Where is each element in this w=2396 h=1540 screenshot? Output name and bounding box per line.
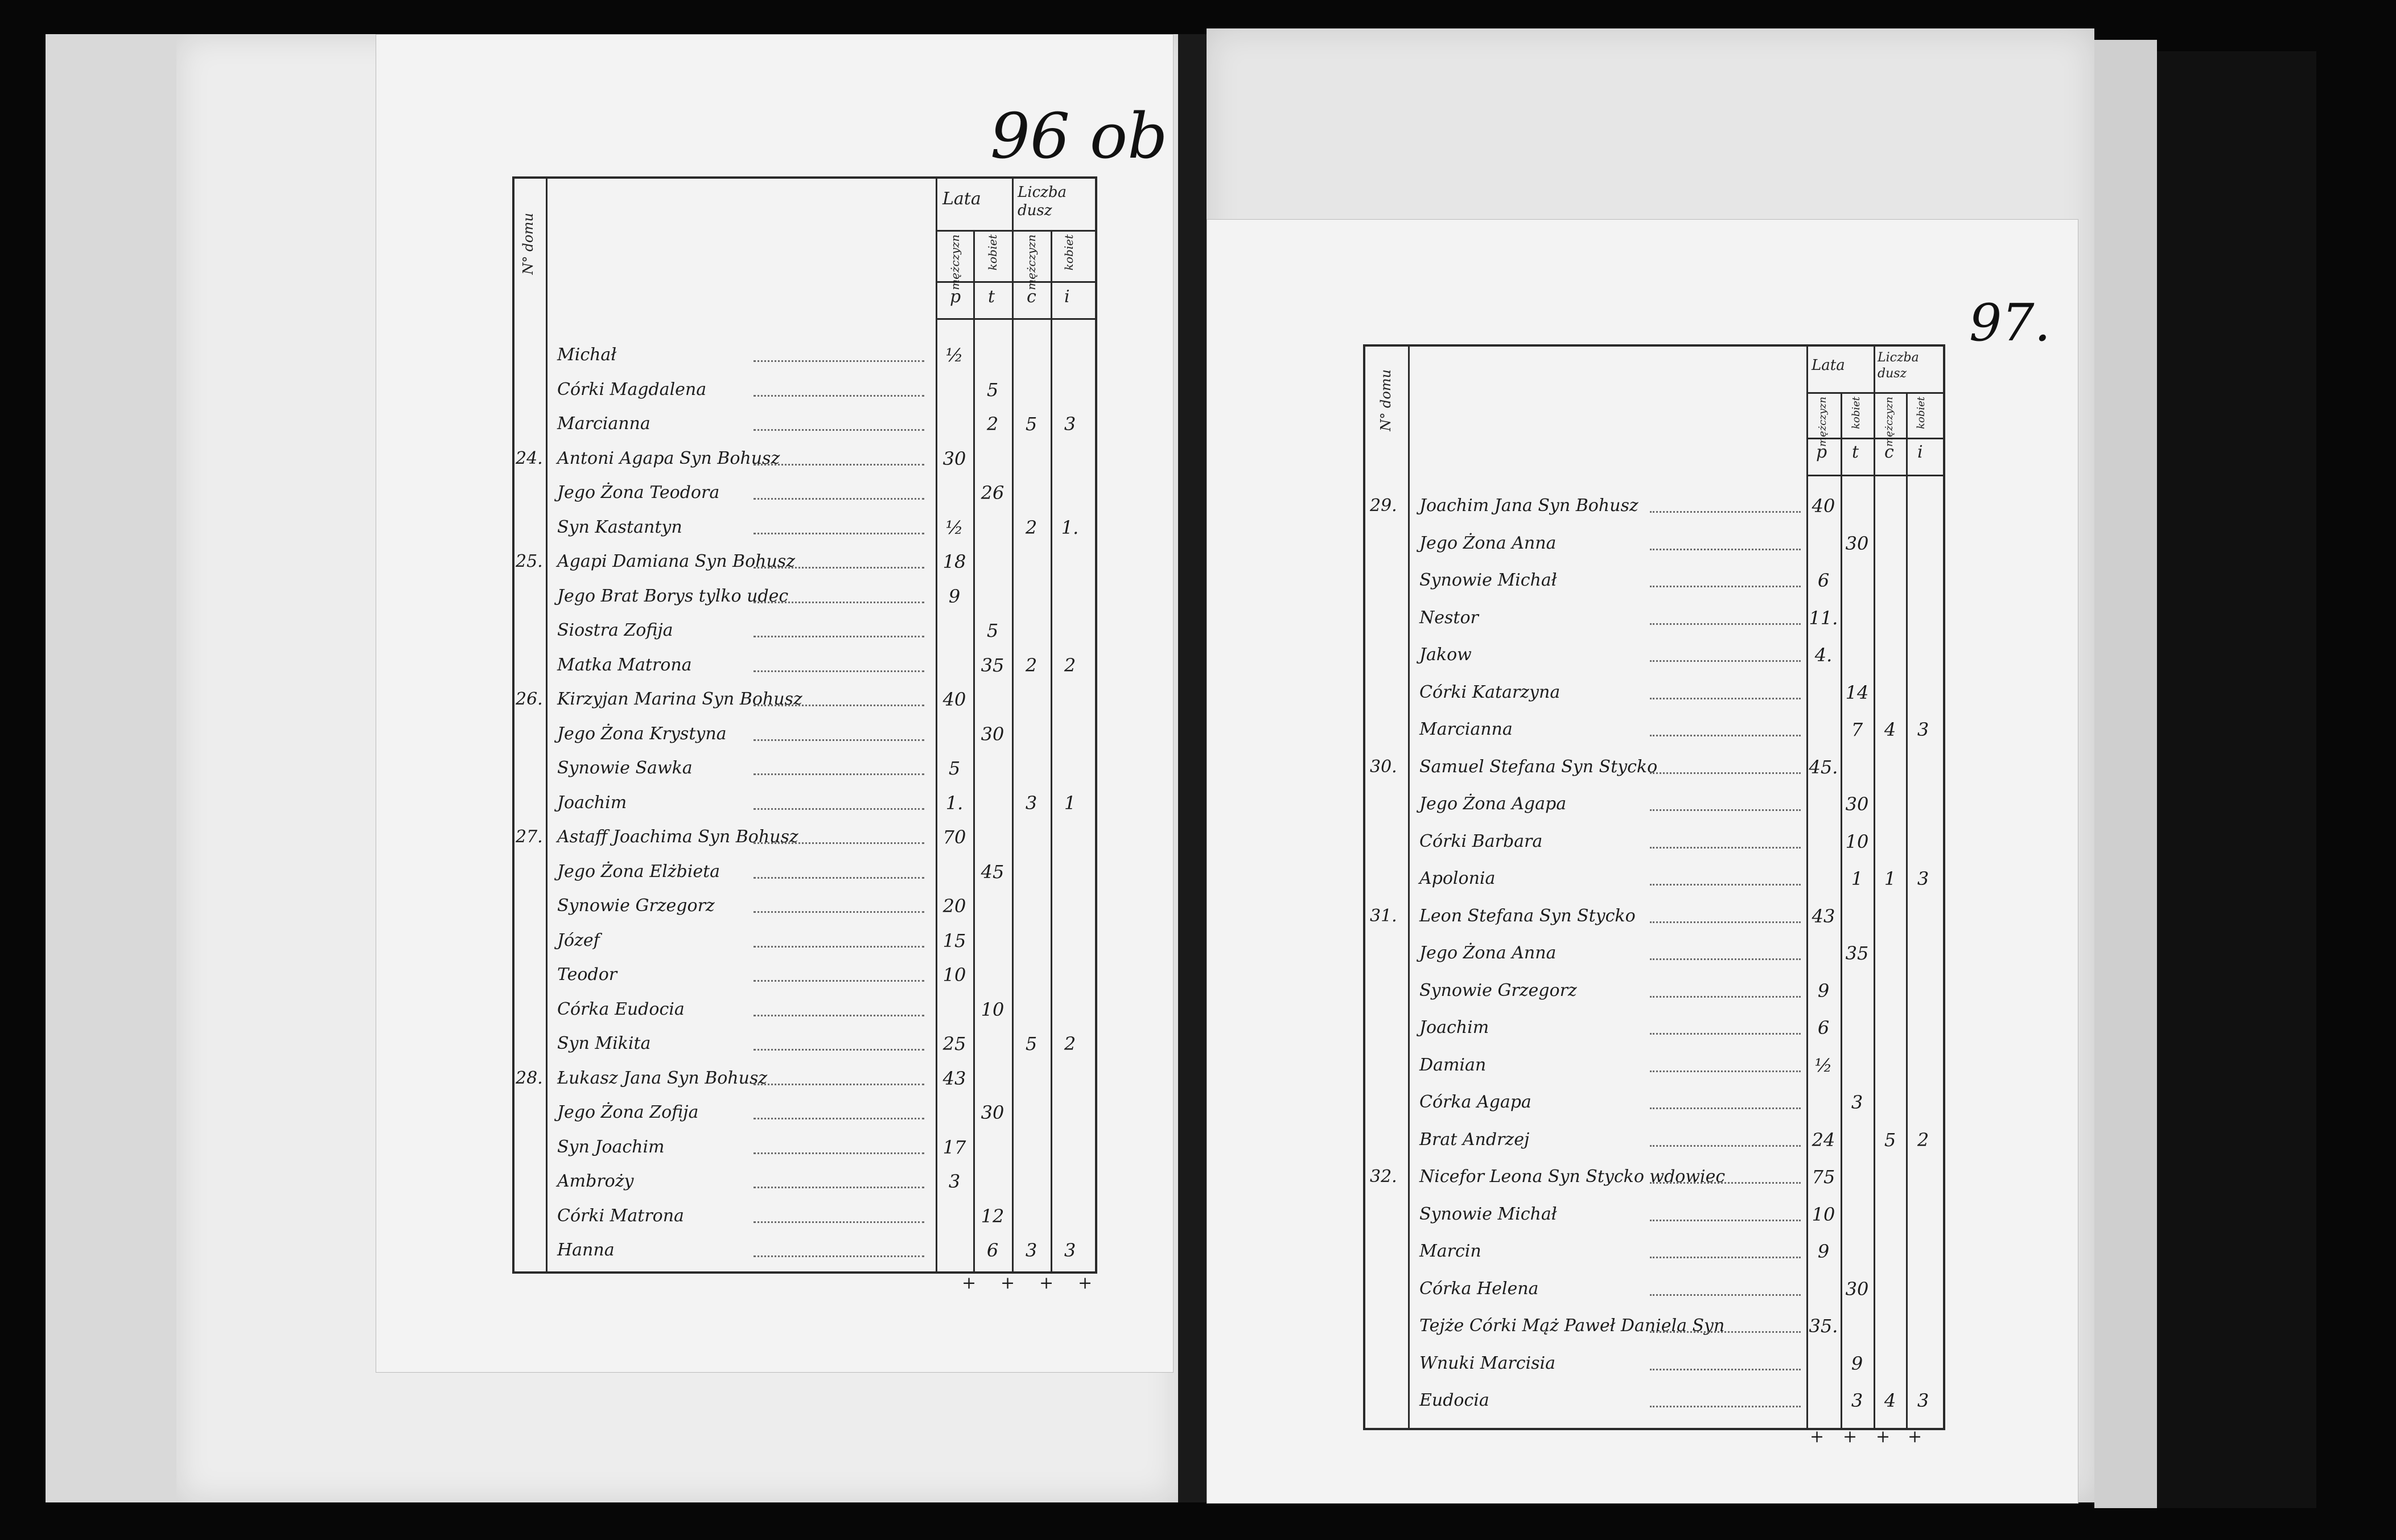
dotted-leader — [1650, 847, 1801, 849]
person-entry: Wnuki Marcisia — [1419, 1353, 1556, 1373]
person-entry: Tejże Córki Mąż Paweł Daniela Syn — [1419, 1316, 1725, 1336]
ledger-entry-row — [514, 545, 1089, 579]
ledger-entry-row — [514, 1096, 1089, 1130]
house-number: 29. — [1370, 496, 1397, 516]
subheader-female-age: kobiet — [986, 234, 999, 271]
female-age-value: 7 — [1851, 719, 1863, 740]
ledger-entry-row — [1365, 489, 1940, 523]
female-age-value: 2 — [986, 413, 999, 435]
ledger-entry-row — [1365, 1160, 1940, 1194]
male-count-value: 3 — [1025, 792, 1038, 814]
dotted-leader — [1650, 1331, 1801, 1333]
ledger-entry-row — [514, 993, 1089, 1027]
person-entry: Łukasz Jana Syn Bohusz — [557, 1068, 768, 1088]
person-entry: Marcianna — [1419, 719, 1513, 739]
female-age-value: 10 — [981, 998, 1004, 1020]
person-entry: Hanna — [557, 1240, 615, 1260]
female-count-value: 1 — [1064, 792, 1076, 814]
person-entry: Marcin — [1419, 1241, 1481, 1261]
ledger-entry-row — [1365, 676, 1940, 710]
male-age-value: 1. — [945, 792, 964, 814]
person-entry: Apolonia — [1419, 868, 1496, 888]
person-entry: Marcianna — [557, 414, 651, 434]
subheader-male-count: mężczyzn — [1024, 234, 1038, 290]
dotted-leader — [1650, 1369, 1801, 1370]
subheader-male-count: mężczyzn — [1883, 397, 1895, 447]
ledger-entry-row — [514, 717, 1089, 751]
ledger-entry-row — [1365, 825, 1940, 859]
ledger-entry-row — [1365, 1197, 1940, 1232]
footer-mark: + — [1078, 1273, 1093, 1293]
left-ledger-table — [512, 176, 1097, 1274]
male-age-value: 4. — [1814, 644, 1833, 666]
female-age-value: 30 — [1845, 793, 1869, 815]
dotted-leader — [754, 1221, 924, 1223]
male-age-value: 75 — [1812, 1166, 1835, 1188]
ledger-entry-row — [514, 751, 1089, 785]
dotted-leader — [754, 567, 924, 569]
female-count-value: 1. — [1061, 516, 1079, 538]
footer-mark: + — [962, 1273, 977, 1293]
person-entry: Synowie Michał — [1419, 1204, 1557, 1224]
ledger-entry-row — [1365, 638, 1940, 672]
person-entry: Antoni Agapa Syn Bohusz — [557, 448, 780, 468]
person-entry: Synowie Grzegorz — [557, 896, 715, 916]
footer-mark: + — [1039, 1273, 1054, 1293]
dotted-leader — [1650, 735, 1801, 736]
house-number: 31. — [1370, 905, 1397, 926]
house-number: 24. — [516, 448, 543, 468]
dotted-leader — [754, 464, 924, 466]
male-count-value: 5 — [1884, 1129, 1896, 1151]
dotted-leader — [1650, 586, 1801, 587]
person-entry: Córka Helena — [1419, 1278, 1539, 1299]
ledger-entry-row — [514, 1233, 1089, 1267]
person-entry: Jego Żona Zofija — [557, 1102, 699, 1122]
male-age-value: 9 — [1817, 979, 1830, 1002]
female-count-value: 3 — [1064, 413, 1076, 435]
person-entry: Córki Magdalena — [557, 379, 707, 400]
dotted-leader — [1650, 623, 1801, 625]
person-entry: Brat Andrzej — [1419, 1129, 1530, 1150]
male-count-value: 1 — [1884, 868, 1896, 890]
ledger-entry-row — [514, 373, 1089, 407]
dotted-leader — [754, 1015, 924, 1016]
person-entry: Nestor — [1419, 607, 1479, 628]
column-souls-header: Liczba dusz — [1018, 184, 1067, 219]
person-entry: Jego Żona Agapa — [1419, 794, 1567, 814]
dotted-leader — [1650, 1033, 1801, 1035]
person-entry: Jego Brat Borys tylko udec — [557, 586, 789, 606]
ledger-entry-row — [514, 407, 1089, 441]
dotted-leader — [754, 1049, 924, 1051]
male-age-value: 40 — [1812, 495, 1835, 517]
dotted-leader — [754, 1152, 924, 1154]
ledger-entry-row — [514, 786, 1089, 820]
left-page-number: 96 ob — [990, 100, 1168, 172]
dotted-leader — [754, 808, 924, 810]
dotted-leader — [754, 533, 924, 534]
ledger-entry-row — [1365, 1383, 1940, 1418]
male-age-value: 15 — [942, 929, 966, 952]
sex-mark: i — [1917, 442, 1923, 462]
ledger-entry-row — [1365, 1234, 1940, 1269]
male-count-value: 2 — [1025, 516, 1038, 538]
dotted-leader — [1650, 1294, 1801, 1296]
ledger-entry-row — [1365, 713, 1940, 747]
dotted-leader — [1650, 1145, 1801, 1147]
house-number: 27. — [516, 827, 543, 847]
female-age-value: 5 — [986, 620, 999, 641]
person-entry: Nicefor Leona Syn Stycko wdowiec — [1419, 1167, 1726, 1187]
house-number: 32. — [1370, 1167, 1397, 1187]
person-entry: Jego Żona Krystyna — [557, 723, 727, 744]
dotted-leader — [1650, 996, 1801, 998]
dotted-leader — [754, 877, 924, 879]
footer-mark: + — [1001, 1273, 1015, 1293]
ledger-entry-row — [1365, 1123, 1940, 1157]
ledger-entry-row — [1365, 974, 1940, 1008]
ledger-entry-row — [514, 889, 1089, 923]
ledger-entry-row — [1365, 601, 1940, 635]
female-count-value: 3 — [1917, 719, 1929, 740]
person-entry: Samuel Stefana Syn Stycko — [1419, 756, 1658, 777]
sex-mark: p — [1816, 442, 1827, 462]
ledger-entry-row — [1365, 750, 1940, 784]
subheader-male-age: mężczyzn — [948, 234, 962, 290]
person-entry: Syn Mikita — [557, 1033, 651, 1053]
sex-mark: p — [950, 287, 961, 307]
person-entry: Córki Matrona — [557, 1205, 684, 1226]
dotted-leader — [1650, 660, 1801, 662]
dotted-leader — [1650, 1257, 1801, 1258]
male-age-value: 11. — [1809, 607, 1838, 629]
person-entry: Eudocia — [1419, 1390, 1489, 1410]
male-age-value: 45. — [1809, 756, 1838, 778]
female-count-value: 2 — [1917, 1129, 1929, 1151]
footer-mark: + — [1908, 1427, 1922, 1447]
female-count-value: 3 — [1917, 1390, 1929, 1411]
sex-mark: t — [988, 287, 995, 307]
dotted-leader — [1650, 549, 1801, 550]
dotted-leader — [1650, 809, 1801, 811]
male-age-value: 43 — [942, 1067, 966, 1089]
ledger-entry-row — [514, 476, 1089, 510]
dotted-leader — [1650, 1182, 1801, 1184]
ledger-entry-row — [514, 613, 1089, 648]
ledger-entry-row — [514, 1164, 1089, 1199]
person-entry: Córki Barbara — [1419, 831, 1543, 851]
ledger-entry-row — [514, 579, 1089, 613]
male-age-value: ½ — [1814, 1054, 1833, 1076]
ledger-entry-row — [514, 510, 1089, 545]
ledger-entry-row — [514, 958, 1089, 992]
ledger-entry-row — [1365, 787, 1940, 821]
person-entry: Córka Eudocia — [557, 999, 685, 1019]
female-age-value: 14 — [1845, 681, 1869, 703]
ledger-entry-row — [514, 1061, 1089, 1096]
dotted-leader — [754, 739, 924, 741]
female-age-value: 9 — [1851, 1352, 1863, 1374]
female-age-value: 30 — [1845, 532, 1869, 554]
female-age-value: 10 — [1845, 830, 1869, 853]
male-age-value: 40 — [942, 689, 966, 710]
person-entry: Synowie Michał — [1419, 570, 1557, 590]
ledger-entry-row — [1365, 936, 1940, 970]
male-count-value: 2 — [1025, 654, 1038, 676]
person-entry: Jakow — [1419, 645, 1472, 665]
ledger-entry-row — [514, 338, 1089, 372]
ledger-entry-row — [514, 682, 1089, 717]
male-age-value: 43 — [1812, 905, 1835, 927]
ledger-entry-row — [514, 820, 1089, 854]
ledger-entry-row — [1365, 899, 1940, 933]
right-page-number: 97. — [1969, 293, 2051, 353]
male-age-value: 3 — [948, 1171, 961, 1192]
male-age-value: 20 — [942, 895, 966, 917]
column-souls-header: Liczba dusz — [1878, 351, 1919, 381]
dotted-leader — [754, 946, 924, 948]
male-age-value: 9 — [948, 585, 961, 607]
person-entry: Ambroży — [557, 1171, 634, 1191]
dotted-leader — [754, 980, 924, 982]
dotted-leader — [1650, 921, 1801, 923]
female-age-value: 1 — [1851, 868, 1863, 890]
person-entry: Joachim — [1419, 1018, 1489, 1037]
ledger-entry-row — [514, 1027, 1089, 1061]
person-entry: Siostra Zofija — [557, 620, 673, 640]
male-age-value: 10 — [942, 964, 966, 986]
male-age-value: 70 — [942, 826, 966, 848]
person-entry: Damian — [1419, 1055, 1487, 1075]
male-age-value: 25 — [942, 1033, 966, 1055]
footer-mark: + — [1810, 1427, 1825, 1447]
male-age-value: 10 — [1812, 1203, 1835, 1225]
ledger-entry-row — [514, 855, 1089, 889]
person-entry: Syn Joachim — [557, 1137, 665, 1157]
person-entry: Agapi Damiana Syn Bohusz — [557, 551, 796, 571]
right-ledger-table — [1363, 344, 1945, 1430]
male-age-value: 9 — [1817, 1241, 1830, 1262]
dotted-leader — [1650, 772, 1801, 774]
house-number: 25. — [516, 551, 543, 571]
ledger-entry-row — [1365, 526, 1940, 561]
ledger-entry-row — [1365, 1347, 1940, 1381]
person-entry: Jego Żona Anna — [1419, 943, 1557, 963]
person-entry: Syn Kastantyn — [557, 517, 682, 537]
dotted-leader — [754, 498, 924, 500]
male-age-value: 6 — [1817, 570, 1830, 591]
male-age-value: 24 — [1812, 1129, 1835, 1151]
subheader-female-age: kobiet — [1850, 397, 1862, 429]
column-age-header: Lata — [942, 189, 981, 209]
person-entry: Jego Żona Elżbieta — [557, 861, 721, 882]
person-entry: Joachim — [557, 792, 627, 813]
dotted-leader — [754, 1255, 924, 1257]
male-count-value: 4 — [1884, 719, 1896, 740]
column-house-number-header: N° domu — [520, 213, 536, 275]
sex-mark: c — [1027, 287, 1036, 307]
female-count-value: 3 — [1917, 868, 1929, 890]
ledger-entry-row — [1365, 1011, 1940, 1045]
footer-mark: + — [1843, 1427, 1858, 1447]
book-cover-edge — [2157, 51, 2316, 1508]
dotted-leader — [1650, 1070, 1801, 1072]
male-age-value: 18 — [942, 551, 966, 573]
female-age-value: 6 — [986, 1240, 999, 1261]
column-house-number-header: N° domu — [1378, 369, 1394, 431]
column-age-header: Lata — [1812, 357, 1845, 374]
female-age-value: 45 — [981, 860, 1004, 883]
person-entry: Jego Żona Teodora — [557, 483, 720, 503]
dotted-leader — [754, 773, 924, 775]
ledger-entry-row — [1365, 1085, 1940, 1119]
male-age-value: 6 — [1817, 1017, 1830, 1039]
sex-mark: c — [1884, 442, 1894, 462]
person-entry: Córki Katarzyna — [1419, 682, 1561, 702]
house-number: 26. — [516, 689, 543, 709]
person-entry: Leon Stefana Syn Stycko — [1419, 905, 1636, 926]
dotted-leader — [1650, 958, 1801, 960]
dotted-leader — [754, 395, 924, 397]
female-age-value: 26 — [981, 482, 1004, 504]
female-age-value: 30 — [1845, 1278, 1869, 1300]
dotted-leader — [1650, 511, 1801, 513]
subheader-female-count: kobiet — [1915, 397, 1927, 429]
male-count-value: 3 — [1025, 1240, 1038, 1261]
person-entry: Kirzyjan Marina Syn Bohusz — [557, 689, 802, 709]
dotted-leader — [754, 602, 924, 603]
footer-mark: + — [1876, 1427, 1891, 1447]
dotted-leader — [754, 842, 924, 844]
dotted-leader — [754, 1118, 924, 1119]
dotted-leader — [754, 670, 924, 672]
person-entry: Córka Agapa — [1419, 1092, 1532, 1112]
female-age-value: 3 — [1851, 1390, 1863, 1411]
house-number: 30. — [1370, 756, 1397, 777]
ledger-entry-row — [1365, 862, 1940, 896]
dotted-leader — [754, 636, 924, 637]
dotted-leader — [754, 429, 924, 431]
right-book-edge — [2094, 40, 2157, 1508]
house-number: 28. — [516, 1068, 543, 1088]
female-count-value: 3 — [1064, 1240, 1076, 1261]
ledger-entry-row — [514, 1130, 1089, 1164]
dotted-leader — [1650, 698, 1801, 699]
male-age-value: 17 — [942, 1136, 966, 1158]
ledger-entry-row — [1365, 1309, 1940, 1343]
dotted-leader — [1650, 884, 1801, 886]
ledger-entry-row — [1365, 563, 1940, 598]
female-age-value: 30 — [981, 723, 1004, 745]
person-entry: Matka Matrona — [557, 654, 692, 675]
person-entry: Michał — [557, 345, 617, 365]
ledger-entry-row — [1365, 1048, 1940, 1082]
male-count-value: 5 — [1025, 413, 1038, 435]
female-age-value: 12 — [981, 1205, 1004, 1227]
subheader-male-age: mężczyzn — [1817, 397, 1829, 447]
person-entry: Joachim Jana Syn Bohusz — [1419, 496, 1638, 516]
person-entry: Jego Żona Anna — [1419, 533, 1557, 553]
female-age-value: 35 — [1845, 942, 1869, 964]
female-age-value: 30 — [981, 1102, 1004, 1123]
right-footer-marks — [1781, 1420, 1952, 1448]
female-age-value: 5 — [986, 378, 999, 401]
dotted-leader — [754, 1187, 924, 1188]
dotted-leader — [754, 1084, 924, 1085]
ledger-entry-row — [1365, 1272, 1940, 1306]
person-entry: Synowie Sawka — [557, 758, 693, 778]
female-age-value: 35 — [981, 654, 1004, 676]
female-count-value: 2 — [1064, 654, 1076, 676]
male-age-value: 30 — [942, 447, 966, 470]
ledger-entry-row — [514, 648, 1089, 682]
person-entry: Teodor — [557, 965, 617, 985]
male-count-value: 5 — [1025, 1033, 1038, 1055]
dotted-leader — [754, 911, 924, 913]
dotted-leader — [1650, 1220, 1801, 1221]
sex-mark: t — [1852, 442, 1859, 462]
subheader-female-count: kobiet — [1062, 234, 1076, 271]
male-age-value: ½ — [945, 344, 964, 366]
female-age-value: 3 — [1851, 1092, 1863, 1113]
sex-mark: i — [1064, 287, 1070, 307]
dotted-leader — [1650, 1107, 1801, 1109]
dotted-leader — [754, 360, 924, 362]
male-age-value: 35. — [1809, 1315, 1838, 1337]
left-footer-marks — [933, 1266, 1104, 1295]
dotted-leader — [1650, 1406, 1801, 1407]
male-age-value: ½ — [945, 516, 964, 538]
person-entry: Józef — [557, 930, 600, 950]
dotted-leader — [754, 705, 924, 706]
male-age-value: 5 — [948, 757, 961, 779]
left-page-edge — [46, 34, 194, 1502]
ledger-entry-row — [514, 924, 1089, 958]
person-entry: Astaff Joachima Syn Bohusz — [557, 827, 798, 847]
ledger-entry-row — [514, 1199, 1089, 1233]
person-entry: Synowie Grzegorz — [1419, 980, 1577, 1000]
male-count-value: 4 — [1884, 1390, 1896, 1411]
ledger-entry-row — [514, 442, 1089, 476]
female-count-value: 2 — [1064, 1033, 1076, 1055]
